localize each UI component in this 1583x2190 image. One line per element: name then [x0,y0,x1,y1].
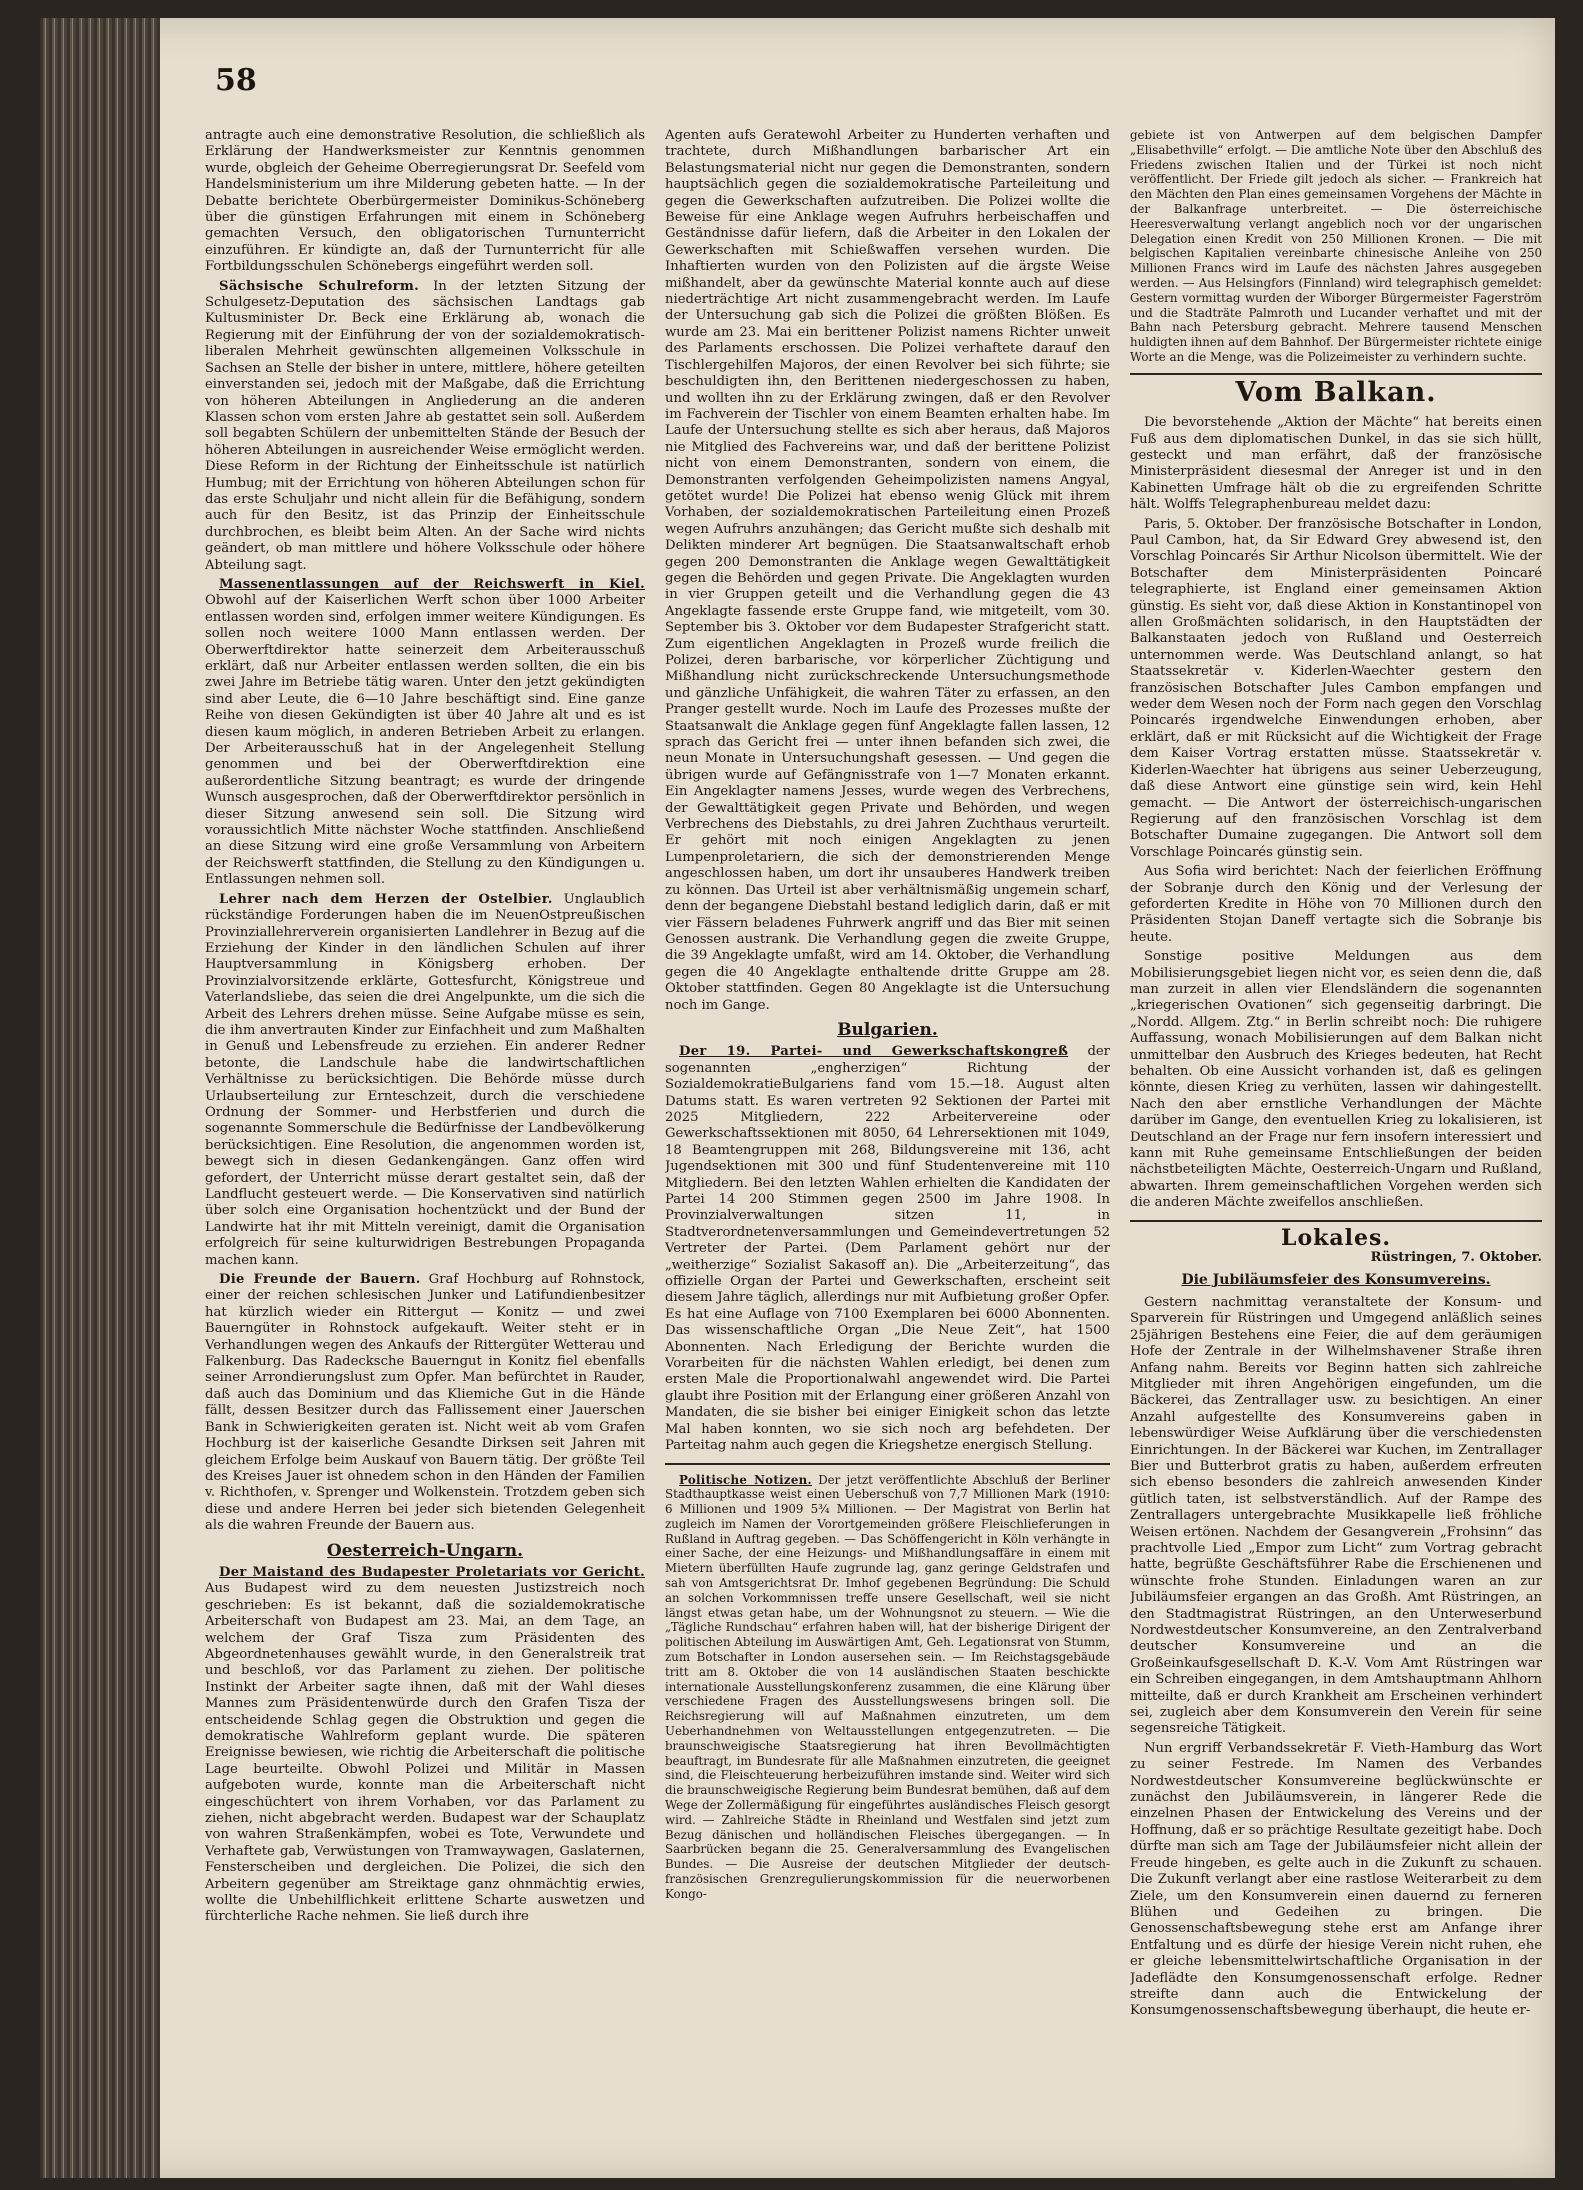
article-lead: Sächsische Schulreform. [219,278,419,294]
article [205,1272,645,1535]
article-text: Agenten aufs Geratewohl Arbeiter zu Hunderten verhaften und trachtete, durch Mißhandlungen barbarischer Art ein Belastungsmaterial nicht nur gegen die Demonstranten, sondern hauptsächlich gegen die sozialdemokratische Parteileitung und gegen die Gewerkschaften aufzutreiben. Die Polizei wollte die Beweise für eine Anklage wegen Aufruhrs herbeischaffen und Geständnisse dafür liefern, daß die Arbeiter in den Lokalen der Gewerkschaften mit Schießwaffen versehen wurden. Die Inhaftierten wurden von den Polizisten auf die ärgste Weise mißhandelt, aber da gewünschte Material konnte auch auf diese niederträchtige Art nicht zusammengebracht werden. Im Laufe der Untersuchung gab sich die Polizei die größten Blößen. Es wurde am 23. Mai ein berittener Polizist namens Richter unweit des Parlaments erschossen. Die Polizei verhaftete darauf den Tischlergehilfen Majoros, der einen Revolver bei sich führte; sie beschuldigten ihn, den Berittenen niedergeschossen zu haben, und wollten ihn zu der Erklärung zwingen, daß er den Revolver im Fachverein der Tischler von einem Beamten erhalten habe. Im Laufe der Untersuchung stellte es sich aber heraus, daß Majoros nie Mitglied des Fachvereins war, und daß der berittene Polizist nicht von einem Demonstranten, sondern von einem, die Demonstranten verfolgenden Geheimpolizisten namens Angyal, getötet wurde! Die Polizei hat ebenso wenig Glück mit ihrem Vorhaben, der sozialdemokratischen Parteileitung einen Prozeß wegen Aufruhrs anzuhängen; das Gericht mußte sich deshalb mit Delikten minderer Art begnügen. Die Staatsanwaltschaft erhob gegen 200 Demonstranten die Anklage wegen Gewalttätigkeit gegen die Behörden und gegen Private. Die Angeklagten wurden in vier Gruppen geteilt und die Verhandlung gegen die 43 Angeklagte fassende erste Gruppe fand, wie mitgeteilt, vom 30. September bis 3. Oktober vor dem Budapester Strafgericht statt. Zum eigentlichen Angeklagten in Prozeß wurde freilich die Polizei, deren barbarische, vor körperlicher Züchtigung und Mißhandlung nicht zurückschreckende Untersuchungsmethode und gänzliche Unfähigkeit, die wahren Täter zu erfassen, an den Pranger gestellt wurde. Noch im Laufe des Prozesses mußte der Staatsanwalt die Anklage gegen fünf Angeklagte fallen lassen, 12 sprach das Gericht frei — unter ihnen befanden sich zwei, die neun Monate in Untersuchungshaft gesessen. — Und gegen die übrigen wurde auf Gefängnisstrafe von 1—7 Monaten erkannt. Ein Angeklagter namens Jesses, wurde wegen des Verbrechens, der Gewalttätigkeit gegen Private und Behörden, und wegen Verbrechens des Diebstahls, zu drei Jahren Zuchthaus verurteilt. Er gehört mit noch einigen Angeklagten zu jenen Lumpenproletariern, die sich der demonstrierenden Menge angeschlossen haben, um dort ihr unsauberes Handwerk treiben zu können. Das Urteil ist aber verhältnismäßig ungemein scharf, denn der begangene Diebstahl bestand lediglich darin, daß er mit vier Fässern beladenes Fuhrwerk angriff und das Bier mit seinen Genossen austrank. Die Verhandlung gegen die zweite Gruppe, die 39 Angeklagte umfaßt, wird am 14. Oktober, die Verhandlung gegen die 40 Angeklagte enthaltende dritte Gruppe am 28. Oktober stattfinden. Gegen 80 Angeklagte ist die Untersuchung noch im Gange. [665,128,1110,1013]
divider [1130,373,1542,375]
article [205,279,645,574]
page-number: 58 [215,63,257,98]
notes-text: gebiete ist von Antwerpen auf dem belgischen Dampfer „Elisabethville“ erfolgt. — Die amtliche Note über den Abschluß des Friedens zwischen Italien und der Türkei ist noch nicht veröffentlicht. Der Friede gilt jedoch als sicher. — Frankreich hat den Mächten den Plan eines gemeinsamen Vorgehens der Mächte in der Balkanfrage unterbreitet. — Die österreichische Heeresverwaltung verlangt angeblich noch vor der ungarischen Delegation einen Kredit von 250 Millionen Kronen. — Die mit belgischen Kapitalien vereinbarte chinesische Anleihe von 250 Millionen Francs wird im Laufe des nächsten Jahres ausgegeben werden. — Aus Helsingfors (Finnland) wird telegraphisch gemeldet: Gestern vormittag wurden der Wiborger Bürgermeister Fagerström und die Stadträte Palmroth und Lucander verhaftet und mit der Bahn nach Petersburg gebracht. Mehrere tausend Menschen huldigten ihnen auf dem Bahnhof. Der Bürgermeister richtete einige Worte an die Menge, was die Polizeimeister zu verhindern suchte. [1130,128,1542,364]
article [665,1044,1110,1454]
article-text: antragte auch eine demonstrative Resolution, die schließlich als Erklärung der Handwerksmeister zur Kenntnis genommen wurde, obgleich der Geheime Oberregierungsrat Dr. Seefeld vom Handelsministerium um ihre Milderung gebeten hatte. — In der Debatte berichtete Oberbürgermeister Dominikus-Schöneberg über die günstigen Erfahrungen mit einem in Schöneberg gemachten Versuch, den obligatorischen Turnunterricht einzuführen. Er kündigte an, daß der Turnunterricht für alle Fortbildungsschulen Schönebergs eingeführt werden soll. [205,128,645,275]
article-text: Unglaublich rückständige Forderungen haben die im NeuenOstpreußischen Provinziallehrerverein organisierten Landlehrer in Bezug auf die Erziehung der Kinder in den ländlichen Schulen auf ihrer Hauptversammlung in Königsberg erhoben. Der Provinzialvorsitzende erklärte, Gottesfurcht, Königstreue und Vaterlandsliebe, das seien die drei Angelpunkte, um die sich die Arbeit des Lehrers drehen müsse. Seine Aufgabe müsse es sein, die ihm anvertrauten Kinder zur Einfachheit und zum Maßhalten in Genuß und Lebensfreude zu erziehen. Ein anderer Redner betonte, die Landschule habe die landwirtschaftlichen Verhältnisse zu berücksichtigen. Die Behörde müsse durch Urlaubserteilung zur Ernteschzeit, durch die verschiedene Ordnung der Sommer- und Herbstferien und durch die sogenannte Sommerschule die Bedürfnisse der Landbevölkerung berücksichtigen. Eine Resolution, die angenommen worden ist, bewegt sich in diesen Gedankengängen. Ganz offen wird gefordert, der Unterricht müsse derart gestaltet sein, daß der Landflucht gesteuert werde. — Die Konservativen sind natürlich über solch eine Organisation hochentzückt und der Bund der Landwirte hat ihr mit Mitteln vereinigt, damit die Organisation erfolgreich für seine kulturwidrigen Bestrebungen Propaganda machen kann. [205,891,645,1268]
newspaper-page [40,18,1555,2178]
article-lead: Lehrer nach dem Herzen der Ostelbier. [219,891,553,907]
column-1 [205,128,645,2158]
article-text: Die bevorstehende „Aktion der Mächte“ hat bereits einen Fuß aus dem diplomatischen Dunkel, in das sie sich hüllt, gesteckt und man erfährt, daß der französische Ministerpräsident diesesmal der Anreger ist und in den Kabinetten Umfrage hält ob die zu ergreifenden Schritte hält. Wolffs Telegraphenbureau meldet dazu: [1130,415,1542,513]
column-2 [665,128,1110,2158]
section-title: Lokales. [1280,1224,1392,1251]
section-title: Bulgarien. [837,1019,938,1040]
article-lead: Der 19. Partei- und Gewerkschaftskongreß [679,1044,1069,1060]
article-text: Obwohl auf der Kaiserlichen Werft schon über 1000 Arbeiter entlassen worden sind, erfolgen immer weitere Kündigungen. Es sollen noch weitere 1000 Mann entlassen werden. Der Oberwerftdirektor hatte seinerzeit dem Arbeiterausschuß erklärt, daß nur Arbeiter entlassen werden sollten, die ein bis zwei Jahre im Betriebe tätig waren. Unter den jetzt gekündigten sind aber Leute, die 6—10 Jahre beschäftigt sind. Eine ganze Reihe von diesen Gekündigten ist über 40 Jahre alt und es ist diesen kaum möglich, in anderen Betrieben Arbeit zu erlangen. Der Arbeiterausschuß hat in der Angelegenheit Stellung genommen und bei der Oberwerftdirektion eine außerordentliche Sitzung beantragt; es wurde der dringende Wunsch ausgesprochen, daß der Oberwerftdirektor persönlich in dieser Sitzung anwesend sein soll. Die Sitzung wird voraussichtlich Mitte nächster Woche stattfinden. Anschließend an diese Sitzung wird eine große Versammlung von Arbeitern der Reichswerft stattfinden, die Stellung zu den Kündigungen u. Entlassungen nehmen soll. [205,593,645,888]
section-title: Vom Balkan. [1235,376,1437,408]
notes-lead: Politische Notizen. [679,1472,812,1487]
article-text: Paris, 5. Oktober. Der französische Botschafter in London, Paul Cambon, hat, da Sir Edward Grey abwesend ist, den Vorschlag Poincarés Sir Arthur Nicolson übermittelt. Wie der Botschafter dem Ministerpräsidenten Poincaré telegraphierte, ist England einer gemeinsamen Aktion günstig. Es sieht vor, daß diese Aktion in Konstantinopel von allen Großmächten solidarisch, in den Hauptstädten der Balkanstaaten jedoch von Rußland und Oesterreich unternommen werde. Was Deutschland anlangt, so hat Staatssekretär v. Kiderlen-Waechter gestern den französischen Botschafter Jules Cambon empfangen und weder dem Wesen noch der Form nach gegen den Vorschlag Poincarés irgendwelche Einwendungen erhoben, aber erklärt, daß er mit Rücksicht auf die Wichtigkeit der Frage dem Kaiser Vortrag erstatten müsse. Staatssekretär v. Kiderlen-Waechter hat übrigens aus seiner Ueberzeugung, daß diese Antwort eine günstige sein wird, kein Hehl gemacht. — Die Antwort der österreichisch-ungarischen Regierung auf den französischen Vorschlag ist dem Botschafter Dumaine zugegangen. Die Antwort soll dem Vorschlage Poincarés günstig sein. [1130,516,1542,860]
article-text: Aus Budapest wird zu dem neuesten Justizstreich noch geschrieben: Es ist bekannt, daß die sozialdemokratische Arbeiterschaft von Budapest am 23. Mai, an dem Tage, an welchem der Graf Tisza zum Präsidenten des Abgeordnetenhauses gewählt wurde, in den Generalstreik trat und beschloß, vor das Parlament zu ziehen. Der politische Instinkt der Arbeiter sagte ihnen, daß mit der Wahl dieses Mannes zum Präsidentenwürde durch den Grafen Tisza der entscheidende Schlag gegen die Obstruktion und gegen die demokratische Wahlreform geplant wurde. Die späteren Ereignisse bewiesen, wie richtig die Arbeiterschaft die politische Lage beurteilte. Obwohl Polizei und Militär in Massen aufgeboten wurde, konnte man die Arbeiterschaft nicht eingeschüchtert von ihrem Vorhaben, vor das Parlament zu ziehen, nicht abgebracht werden. Budapest war der Schauplatz von wahren Straßenkämpfen, wobei es Tote, Verwundete und Verhaftete gab, Verwüstungen von Tramwaywagen, Gaslaternen, Fensterscheiben und dergleichen. Die Polizei, die sich den Arbeitern gegenüber am Streiktage ganz ohnmächtig erwies, wollte die Unbehilflichkeit erlittene Scharte auswetzen und fürchterliche Rache nehmen. Sie ließ durch ihre [205,1581,645,1925]
article-lead: Die Freunde der Bauern. [219,1272,421,1288]
article-lead: Massenentlassungen auf der Reichswerft in Kiel. [219,576,645,592]
dateline: Rüstringen, 7. Oktober. [1370,1250,1542,1266]
article-text: Graf Hochburg auf Rohnstock, einer der reichen schlesischen Junker und Latifundienbesitzer hat kürzlich wieder ein Rittergut — Konitz — und zwei Bauerngüter in Rohnstock aufgekauft. Weiter steht er in Verhandlungen wegen des Ankaufs der Rittergüter Wetterau und Falkenburg. Das Radecksche Bauerngut in Konitz fiel ebenfalls seiner Arrondierungslust zum Opfer. Man befürchtet in Rauder, daß auch das Dominium und das Kliemiche Gut in die Hände fällt, dessen Besitzer durch das Fallissement einer Jauerschen Bank in Schwierigkeiten geraten ist. Nicht weit ab vom Grafen Hochburg ist der kaiserliche Gesandte Dirksen seit Jahren mit gleichem Erfolge beim Auskauf von Bauern tätig. Der größte Teil des Kreises Jauer ist ohnedem schon in den Händen der Familien v. Richthofen, v. Sprenger und Wolkenstein. Trotzdem geben sich diese und andere Herren bei jeder sich bietenden Gelegenheit als die wahren Freunde der Bauern aus. [205,1272,645,1534]
notes-text: Der jetzt veröffentlichte Abschluß der Berliner Stadthauptkasse weist einen Ueberschuß von 7,7 Millionen Mark (1910: 6 Millionen und 1909 5¾ Millionen. — Der Magistrat von Berlin hat zugleich im Namen der Vorortgemeinden größere Fleischlieferungen in Rußland in Auftrag gegeben. — Das Schöffengericht in Köln verhängte in einer Sache, der eine Heizungs- und Mißhandlungsaffäre in einem mit Mietern überfüllten Haufe zugrunde lag, ganz geringe Geldstrafen und sah von Amtsgerichtsrat Dr. Imhof gegebenen Begründung: Die Schuld an solchen Vorkommnissen treffe unsere Gesellschaft, weil sie nicht längst etwas getan habe, um der Wohnungsnot zu steuern. — Wie die „Tägliche Rundschau“ erfahren haben will, hat der bisherige Dirigent der politischen Abteilung im Auswärtigen Amt, Geh. Legationsrat von Stumm, zum Botschafter in London ausersehen sein. — Im Reichstagsgebäude tritt am 8. Oktober die von 14 ausländischen Staaten beschickte internationale Ausstellungskonferenz zusammen, die eine Klärung über verschiedene Fragen des Ausstellungswesens bringen soll. Die Reichsregierung will auf Maßnahmen einzutreten, um dem Ueberhandnehmen von Weltausstellungen entgegenzutreten. — Die braunschweigische Staatsregierung hat ihren Bevollmächtigten beauftragt, im Bundesrate für alle Maßnahmen einzutreten, die geeignet sind, die Fleischteuerung herbeizuführen imstande sind. Weiter wird sich die braunschweigische Regierung beim Bundesrat bemühen, daß auf dem Wege der Zollermäßigung für eingeführtes ausländisches Fleisch gesorgt wird. — Zahlreiche Städte in Rheinland und Westfalen sind jetzt zum Bezug dänischen und holländischen Fleisches übergegangen. — In Saarbrücken begann die 25. Generalversammlung des Evangelischen Bundes. — Die Ausreise der deutschen Mitglieder der deutsch-französischen Grenzregulierungskommission für die neuerworbenen Kongo- [665,1472,1110,1901]
section-title: Oesterreich-Ungarn. [326,1540,524,1561]
article-text: Sonstige positive Meldungen aus dem Mobilisierungsgebiet liegen nicht vor, es seien denn die, daß man zurzeit in allen vier Elendsländern die sogenannten „kriegerischen Ovationen“ sich gegenseitig darbringt. Die „Nordd. Allgem. Ztg.“ in Berlin schreibt noch: Die ruhigere Auffassung, wonach Mobilisierungen auf dem Balkan nicht unmittelbar den Ausbruch des Krieges bedeuten, hat Recht behalten. Ob eine Aussicht vorhanden ist, daß es gelingen könnte, diesen Krieg zu verhüten, lassen wir dahingestellt. Nach den aber ernstliche Verhandlungen der Mächte darüber im Gange, den eventuellen Krieg zu lokalisieren, ist Deutschland an der Frage nur fern insofern interessiert und kann mit Ruhe gemeinsame Entschließungen der beiden nächstbeteiligten Mächte, Oesterreich-Ungarn und Rußland, abwarten. Ihrem gemeinschaftlichen Vorgehen werden sich die anderen Mächte zweifellos anschließen. [1130,949,1542,1211]
article-text: Nun ergriff Verbandssekretär F. Vieth-Hamburg das Wort zu seiner Festrede. Im Namen des Verbandes Nordwestdeutscher Konsumvereine beglückwünschte er zunächst den Jubiläumsverein, in längerer Rede die einzelnen Phasen der Entwickelung des Vereins und der Hoffnung, daß er so prächtige Resultate gezeitigt habe. Doch dürfte man sich am Tage der Jubiläumsfeier nicht allein der Freude hingeben, es gelte auch in die Zukunft zu schauen. Die Zukunft verlangt aber eine rastlose Weiterarbeit zu dem Ziele, um den Konsumverein einen dauernd zu ferneren Blühen und Gedeihen zu bringen. Die Genossenschaftsbewegung stehe erst am Anfange ihrer Entfaltung und es dürfe der hiesige Verein nicht ruhen, ehe er gleiche lebensmittelwirtschaftliche Organisation in der Jadeflädte den Konsumgenossenschaft erfolge. Redner streifte dann auch die Entwickelung der Konsumgenossenschaftsbewegung überhaupt, die heute er- [1130,1740,1542,2019]
article [205,1565,645,1926]
article-text: der sogenannten „engherzigen“ Richtung der SozialdemokratieBulgariens fand vom 15.—18. August alten Datums statt. Es waren vertreten 92 Sektionen der Partei mit 2025 Mitgliedern, 222 Arbeitervereine oder Gewerkschaftssektionen mit 8050, 64 Lehrersektionen mit 1049, 18 Beamtengruppen mit 268, Bildungsvereine mit 136, acht Jugendsektionen mit 300 und fünf Studentenvereine mit 110 Mitgliedern. Bei den letzten Wahlen erhielten die Kandidaten der Partei 14 200 Stimmen gegen 2500 im Jahre 1908. In Provinzialverwaltungen sitzen 11, in Stadtverordnetenversammlungen und Gemeindevertretungen 52 Vertreter der Partei. (Dem Parlament gehört nur der „weitherzige“ Sozialist Sakasoff an). Die „Arbeiterzeitung“, das offizielle Organ der Partei und Gewerkschaften, erscheint seit diesem Jahre täglich, allerdings nur mit Aufbietung großer Opfer. Es hat eine Auflage von 7100 Exemplaren bei 6000 Abonnenten. Das wissenschaftliche Organ „Die Neue Zeit“, hat 1500 Abonnenten. Nach Erledigung der Berichte wurden die Vorarbeiten für die nächsten Wahlen erledigt, bei denen zum ersten Male die Proportionalwahl angewendet wird. Die Partei glaubt ihre Position mit der Erlangung einer größeren Anzahl von Mandaten, die sie bisher bei einiger Einigkeit schon das letzte Mal haben konnten, wo sie sich noch arg befehdeten. Der Parteitag nahm auch gegen die Kriegshetze energisch Stellung. [665,1044,1110,1454]
article-lead: Der Maistand des Budapester Proletariats vor Gericht. [219,1564,645,1580]
article-text: Gestern nachmittag veranstaltete der Konsum- und Sparverein für Rüstringen und Umgegend anläßlich seines 25jährigen Bestehens eine Feier, die auf dem geräumigen Hofe der Zentrale in der Wilhelmshavener Straße ihren Anfang nahm. Bereits vor Beginn hatten sich zahlreiche Mitglieder mit ihren Angehörigen eingefunden, um die Bäckerei, das Zentrallager usw. zu besichtigen. An einer Anzahl aufgestellte des Konsumvereins gaben in lebenswürdiger Weise Aufklärung über die verschiedensten Einrichtungen. In der Bäckerei war Kuchen, im Zentrallager Bier und Butterbrot gratis zu haben, außerdem erfreuten sich ebenso besonders die zahlreich anwesenden Kinder gütlich taten, ist selbstverständlich. Auf der Rampe des Zentrallagers untergebrachte Musikkapelle ließ fröhliche Weisen ertönen. Nachdem der Gesangverein „Frohsinn“ das prachtvolle Lied „Empor zum Licht“ zum Vortrag gebracht hatte, begrüßte Geschäftsführer Rabe die Erschienenen und wünschte frohe Stunden. Einladungen waren an zur Jubiläumsfeier ergangen an das Großh. Amt Rüstringen, an den Stadtmagistrat Rüstringen, an den Unterweserbund Nordwestdeutscher Konsumvereine, an den Zentralverband deutscher Konsumvereine und an die Großeinkaufsgesellschaft D. K.-V. Vom Amt Rüstringen war ein Schreiben eingegangen, in dem Amtshauptmann Ahlhorn mitteilte, daß er durch Krankheit am Erscheinen verhindert sei, zugleich aber dem Konsumverein den Verein für seine segensreiche Tätigkeit. [1130,1294,1542,1737]
divider [665,1463,1110,1465]
article-text: Aus Sofia wird berichtet: Nach der feierlichen Eröffnung der Sobranje durch den König und der Verlesung der geforderten Kredite in Höhe von 70 Millionen durch den Präsidenten Stojan Daneff vertagte sich die Sobranje bis heute. [1130,864,1542,945]
article-title: Die Jubiläumsfeier des Konsumvereins. [1181,1272,1491,1289]
article [205,577,645,889]
column-3 [1130,128,1542,2158]
divider [1130,1220,1542,1222]
notes [665,1473,1110,1902]
article-text: In der letzten Sitzung der Schulgesetz-Deputation des sächsischen Landtags gab Kultusminister Dr. Beck eine Erklärung ab, wonach die Regierung mit der Einführung der von der sozialdemokratisch-liberalen Mehrheit gewünschten allgemeinen Volksschule in Sachsen an Stelle der bisher in untere, mittlere, höhere geteilten einverstanden sei, jedoch mit der Maßgabe, daß die Errichtung von höheren Abteilungen in Angliederung an die anderen Klassen schon vom ersten Jahre ab gestattet sein soll. Außerdem soll begabten Schülern der unbemittelten Stände der Besuch der höheren Abteilungen in ausreichender Weise ermöglicht werden. Diese Reform in der Richtung der Einheitsschule ist natürlich Humbug; mit der Errichtung von höheren Abteilungen schon für das erste Schuljahr und nicht allein für die Befähigung, sondern auch für den Besitz, ist das Prinzip der Einheitsschule durchbrochen, es bleibt beim Alten. An der Sache wird nichts geändert, ob man mittlere und höhere Volksschule oder höhere Abteilung sagt. [205,278,645,573]
article [205,892,645,1269]
book-binding [40,18,160,2178]
